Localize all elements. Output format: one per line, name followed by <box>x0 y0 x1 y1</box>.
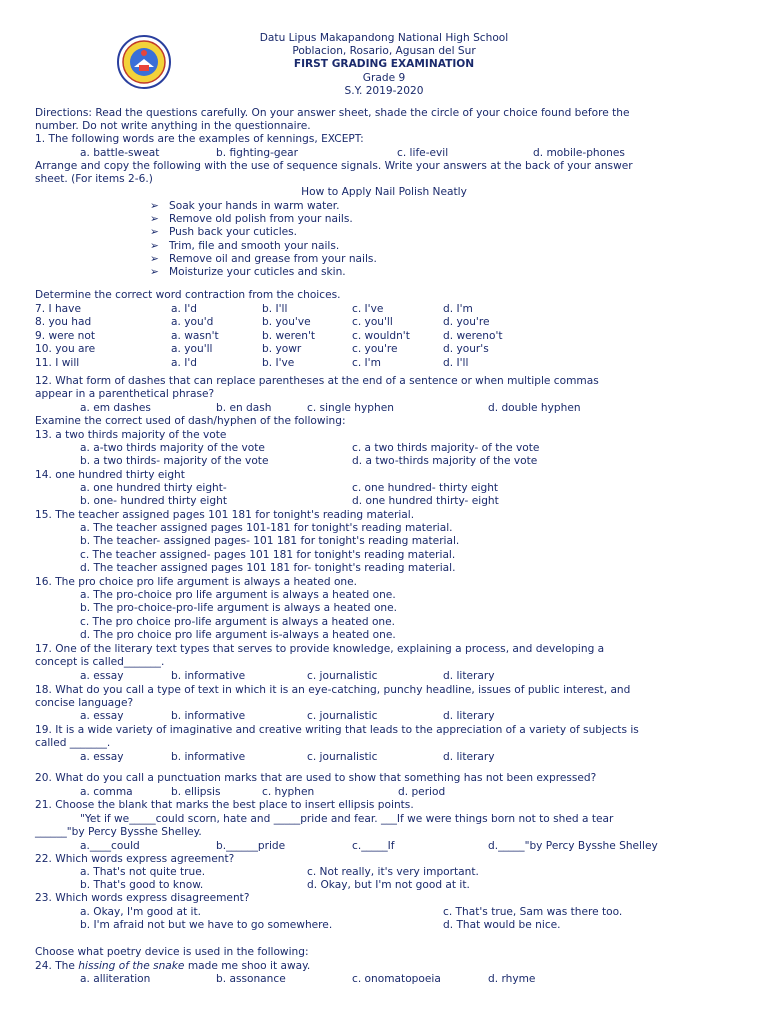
q1-choice-c: c. life-evil <box>397 147 449 159</box>
q22-choice-b: b. That's good to know. <box>80 879 204 891</box>
q19-choice-a: a. essay <box>80 751 124 763</box>
contraction-choice: c. you're <box>352 343 398 356</box>
q23-choice-b: b. I'm afraid not but we have to go somewhere. <box>80 919 333 931</box>
q16-choice-a: a. The pro-choice pro life argument is always a heated one. <box>80 589 396 601</box>
q1-choice-d: d. mobile-phones <box>533 147 625 159</box>
q21-choice-d: d._____"by Percy Bysshe Shelley <box>488 840 658 852</box>
q18-line-2: concise language? <box>35 697 134 709</box>
q21-choice-c: c._____If <box>352 840 395 852</box>
q18-choice-d: d. literary <box>443 710 495 722</box>
q23-choice-a: a. Okay, I'm good at it. <box>80 906 201 918</box>
q24-choice-b: b. assonance <box>216 973 286 985</box>
q21-choice-a: a.____could <box>80 840 140 852</box>
contraction-choice: b. yowr <box>262 343 302 356</box>
step-item: ➢ Remove oil and grease from your nails. <box>150 253 377 265</box>
q19-choice-b: b. informative <box>171 751 246 763</box>
q12-choice-b: b. en dash <box>216 402 272 414</box>
q14-choice-a: a. one hundred thirty eight- <box>80 482 227 494</box>
q18-line-1: 18. What do you call a type of text in which it is an eye-catching, punchy headline, issues of public interest, and <box>35 684 631 696</box>
contraction-item: 9. were not <box>35 329 96 342</box>
q15-choice-c: c. The teacher assigned- pages 101 181 for tonight's reading material. <box>80 549 456 561</box>
contraction-choice: b. you've <box>262 316 311 329</box>
q12-line-1: 12. What form of dashes that can replace parentheses at the end of a sentence or when multiple commas <box>35 375 599 387</box>
q12-choice-a: a. em dashes <box>80 402 151 414</box>
school-name: Datu Lipus Makapandong National High School <box>259 32 509 44</box>
q17-choice-c: c. journalistic <box>307 670 378 682</box>
q23-stem: 23. Which words express disagreement? <box>35 892 250 904</box>
school-year: S.Y. 2019-2020 <box>344 85 424 97</box>
q23-choice-d: d. That would be nice. <box>443 919 561 931</box>
q20-choice-b: b. ellipsis <box>171 786 221 798</box>
q15-choice-d: d. The teacher assigned pages 101 181 for- tonight's reading material. <box>80 562 456 574</box>
q22-stem: 22. Which words express agreement? <box>35 853 235 865</box>
q1-choice-a: a. battle-sweat <box>80 147 160 159</box>
q14-choice-b: b. one- hundred thirty eight <box>80 495 227 507</box>
q17-line-2: concept is called_______. <box>35 656 165 668</box>
contraction-item: 11. I will <box>35 356 80 369</box>
q15-stem: 15. The teacher assigned pages 101 181 for tonight's reading material. <box>35 509 415 521</box>
q13-choice-b: b. a two thirds- majority of the vote <box>80 455 269 467</box>
poetry-title: Choose what poetry device is used in the following: <box>35 946 309 958</box>
contraction-choice: a. I'd <box>171 356 197 369</box>
grade-level: Grade 9 <box>362 72 406 84</box>
contraction-choice: b. I've <box>262 356 295 369</box>
contraction-choice: c. I've <box>352 303 384 315</box>
contraction-choice: b. I'll <box>262 303 288 315</box>
q21-choice-b: b.______pride <box>216 840 286 852</box>
contraction-choice: a. I'd <box>171 303 197 315</box>
q14-stem: 14. one hundred thirty eight <box>35 469 185 481</box>
q24-choice-d: d. rhyme <box>488 973 536 985</box>
q17-choice-d: d. literary <box>443 670 495 682</box>
q1-stem: 1. The following words are the examples of kennings, EXCEPT: <box>35 133 364 145</box>
q18-choice-c: c. journalistic <box>307 710 378 722</box>
q20-choice-d: d. period <box>398 786 446 798</box>
q12-line-2: appear in a parenthetical phrase? <box>35 388 215 400</box>
q24-choice-a: a. alliteration <box>80 973 151 985</box>
contraction-choice: d. wereno't <box>443 329 503 342</box>
contraction-choice: d. your's <box>443 343 489 356</box>
q16-stem: 16. The pro choice pro life argument is always a heated one. <box>35 576 358 588</box>
q13-choice-a: a. a-two thirds majority of the vote <box>80 442 265 454</box>
q20-stem: 20. What do you call a punctuation marks that are used to show that something has not been expressed? <box>35 772 597 784</box>
step-item: ➢ Push back your cuticles. <box>150 226 298 238</box>
q21-stem: 21. Choose the blank that marks the best place to insert ellipsis points. <box>35 799 414 811</box>
contraction-title: Determine the correct word contraction from the choices. <box>35 289 341 301</box>
q18-choice-a: a. essay <box>80 710 124 722</box>
q12-choice-d: d. double hyphen <box>488 402 581 414</box>
contraction-item: 7. I have <box>35 303 81 315</box>
q15-choice-a: a. The teacher assigned pages 101-181 for tonight's reading material. <box>80 522 453 534</box>
step-item: ➢ Moisturize your cuticles and skin. <box>150 266 346 278</box>
contraction-choice: d. I'm <box>443 303 473 315</box>
contraction-choice: a. you'd <box>171 316 214 329</box>
examine-title: Examine the correct used of dash/hyphen of the following: <box>35 415 346 427</box>
q15-choice-b: b. The teacher- assigned pages- 101 181 for tonight's reading material. <box>80 535 460 547</box>
q23-choice-c: c. That's true, Sam was there too. <box>443 906 623 918</box>
directions-line-1: Directions: Read the questions carefully. On your answer sheet, shade the circle of your choice found before the <box>35 107 630 119</box>
q16-choice-d: d. The pro choice pro life argument is-always a heated one. <box>80 629 396 641</box>
q17-choice-a: a. essay <box>80 670 124 682</box>
q17-line-1: 17. One of the literary text types that serves to provide knowledge, explaining a process, and developing a <box>35 643 605 655</box>
q20-choice-c: c. hyphen <box>262 786 315 798</box>
q14-choice-d: d. one hundred thirty- eight <box>352 495 499 507</box>
contraction-choice: a. wasn't <box>171 329 219 342</box>
contraction-choice: c. wouldn't <box>352 329 410 342</box>
q21-quote-line-2: ______"by Percy Bysshe Shelley. <box>35 826 202 838</box>
contraction-choice: b. weren't <box>262 329 316 342</box>
q24-choice-c: c. onomatopoeia <box>352 973 441 985</box>
step-item: ➢ Soak your hands in warm water. <box>150 200 340 212</box>
step-item: ➢ Trim, file and smooth your nails. <box>150 240 340 252</box>
contraction-choice: c. you'll <box>352 316 393 329</box>
directions-line-2: number. Do not write anything in the questionnaire. <box>35 120 311 132</box>
q22-choice-a: a. That's not quite true. <box>80 866 206 878</box>
contraction-choice: d. you're <box>443 316 490 329</box>
q24-stem: 24. The hissing of the snake made me shoo it away. <box>35 960 311 972</box>
q19-line-2: called _______. <box>35 737 111 749</box>
step-item: ➢ Remove old polish from your nails. <box>150 213 353 225</box>
q13-choice-c: c. a two thirds majority- of the vote <box>352 442 540 454</box>
q22-choice-c: c. Not really, it's very important. <box>307 866 479 878</box>
q22-choice-d: d. Okay, but I'm not good at it. <box>307 879 470 891</box>
q13-stem: 13. a two thirds majority of the vote <box>35 429 227 441</box>
contraction-choice: a. you'll <box>171 343 213 356</box>
steps-title: How to Apply Nail Polish Neatly <box>301 186 467 198</box>
q19-choice-d: d. literary <box>443 751 495 763</box>
q21-quote-line-1: "Yet if we_____could scorn, hate and _____pride and fear. ___If we were things born not to shed a tear <box>80 813 614 825</box>
q12-choice-c: c. single hyphen <box>307 402 394 414</box>
q19-choice-c: c. journalistic <box>307 751 378 763</box>
q13-choice-d: d. a two-thirds majority of the vote <box>352 455 538 467</box>
school-address: Poblacion, Rosario, Agusan del Sur <box>292 45 476 57</box>
q16-choice-c: c. The pro choice pro-life argument is always a heated one. <box>80 616 396 628</box>
q24-italic-phrase: hissing of the snake <box>78 960 185 972</box>
q17-choice-b: b. informative <box>171 670 246 682</box>
q18-choice-b: b. informative <box>171 710 246 722</box>
contraction-item: 8. you had <box>35 316 92 329</box>
q20-choice-a: a. comma <box>80 786 133 798</box>
contraction-choice: d. I'll <box>443 356 469 369</box>
q1-choice-b: b. fighting-gear <box>216 147 299 159</box>
exam-title: FIRST GRADING EXAMINATION <box>293 58 475 70</box>
q19-line-1: 19. It is a wide variety of imaginative and creative writing that leads to the appreciation of a variety of subjects is <box>35 724 639 736</box>
contraction-choice: c. I'm <box>352 356 381 369</box>
arrange-line-2: sheet. (For items 2-6.) <box>35 173 153 185</box>
contraction-item: 10. you are <box>35 343 96 356</box>
arrange-line-1: Arrange and copy the following with the use of sequence signals. Write your answers at the back of your answer <box>35 160 633 172</box>
q14-choice-c: c. one hundred- thirty eight <box>352 482 499 494</box>
q16-choice-b: b. The pro-choice-pro-life argument is always a heated one. <box>80 602 398 614</box>
